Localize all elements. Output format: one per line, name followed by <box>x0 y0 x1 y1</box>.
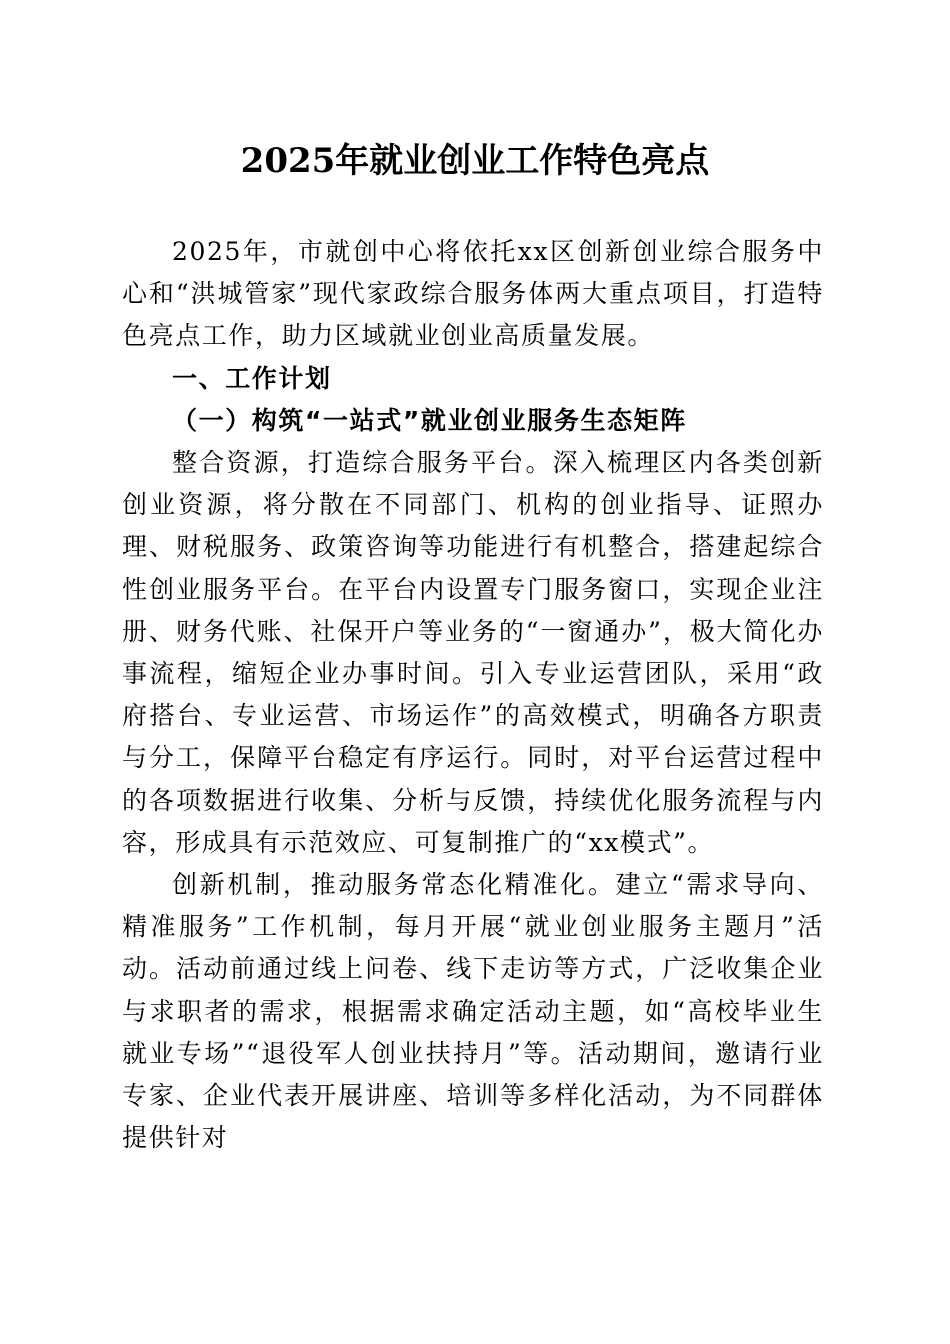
paragraph-innovate-mechanism: 创新机制，推动服务常态化精准化。建立“需求导向、精准服务”工作机制，每月开展“就业创业服务主题月”活动。活动前通过线上问卷、线下走访等方式，广泛收集企业与求职者的需求，根据需求确定活动主题，如“高校毕业生就业专场”“退役军人创业扶持月”等。活动期间，邀请行业专家、企业代表开展讲座、培训等多样化活动，为不同群体提供针对 <box>122 870 824 1153</box>
document-title: 2025年就业创业工作特色亮点 <box>240 141 710 181</box>
subsection-heading-one-stop: （一）构筑“一站式”就业创业服务生态矩阵 <box>172 405 687 435</box>
document-body <box>122 231 824 1159</box>
paragraph-integrate-resources: 整合资源，打造综合服务平台。深入梳理区内各类创新创业资源，将分散在不同部门、机构的创业指导、证照办理、财税服务、政策咨询等功能进行有机整合，搭建起综合性创业服务平台。在平台内设置专门服务窗口，实现企业注册、财务代账、社保开户等业务的“一窗通办”，极大简化办事流程，缩短企业办事时间。引入专业运营团队，采用“政府搭台、专业运营、市场运作”的高效模式，明确各方职责与分工，保障平台稳定有序运行。同时，对平台运营过程中的各项数据进行收集、分析与反馈，持续优化服务流程与内容，形成具有示范效应、可复制推广的“xx模式”。 <box>122 448 824 857</box>
intro-paragraph: 2025年，市就创中心将依托xx区创新创业综合服务中心和“洪城管家”现代家政综合服务体两大重点项目，打造特色亮点工作，助力区域就业创业高质量发展。 <box>122 237 824 351</box>
section-heading-work-plan: 一、工作计划 <box>172 363 332 393</box>
